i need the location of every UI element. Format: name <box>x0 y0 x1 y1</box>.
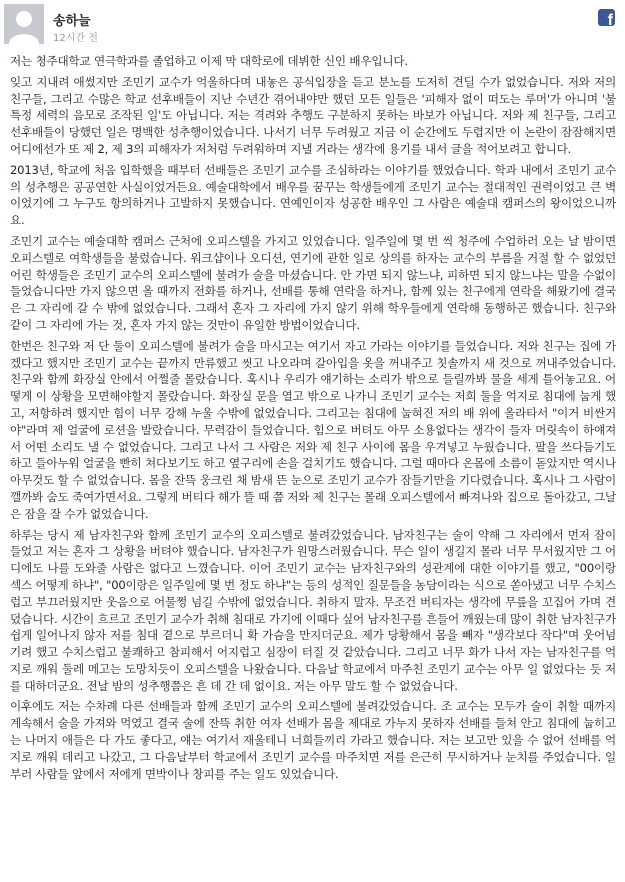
author-name[interactable]: 송하늘 <box>53 14 91 29</box>
post-paragraph-6: 하루는 당시 제 남자친구와 함께 조민기 교수의 오피스텔로 불려갔었습니다. 남자친구는 술이 약해 그 자리에서 먼저 잠이 들었고 저는 혼자 그 상황을 버텨야 했습니다. 남자친구가 원망스러웠습니다. 무슨 일이 생길지 몰라 너무 무서웠지만 그 어디에도 나를 도와줄 사람은 없다고 느꼈습니다. 이어 조민기 교수는 남자친구와의 성관계에 대한 이야기를 했고, "00이랑 섹스 어떻게 하냐", "00이랑은 일주일에 몇 번 정도 하냐"는 등의 성적인 질문들을 농담이라는 식으로 쏟아냈고 너무 수치스럽고 부끄러웠지만 웃음으로 어물쩡 넘길 수밖에 없었습니다. 취하지 말자. 무조건 버티자는 생각에 무릎을 꼬집어 가며 견뎠습니다. 시간이 흐르고 조민기 교수가 취해 침대로 가기에 이때다 싶어 남자친구를 흔들어 깨웠는데 많이 취한 남자친구가 쉽게 일어나지 않자 저를 침대 곁으로 부르더니 확 가슴을 만지더군요. 제가 당황해서 몸을 빼자 "생각보다 작다"며 웃어넘기려 했고 수치스럽고 불쾌하고 참피해서 어지럽고 심장이 터질 것 같았습니다. 그리고 너무 화가 나서 자는 남자친구를 억지로 깨워 둘레 메고는 도망치듯이 오피스텔을 나왔습니다. 다음날 학교에서 마주친 조민기 교수는 아무 일 없었다는 듯 저를 대하더군요. 전날 밤의 성추행쯤은 흔 데 간 데 없이요. 저는 아무 말도 할 수 없었습니다. <box>10 527 616 693</box>
post-paragraph-3: 2013년, 학교에 처음 입학했을 때부터 선배들은 조민기 교수를 조심하라는 이야기를 했었습니다. 학과 내에서 조민기 교수의 성추행은 공공연한 사실이었거든요. 예술대학에서 배우를 꿈꾸는 학생들에게 조민기 교수는 절대적인 권력이었고 큰 벽이었기에 그 누구도 항의하거나 고발하지 못했습니다. 연예인이자 성공한 배우인 그 사람은 예술대 캠퍼스의 왕이었으니까요. <box>10 162 616 228</box>
post-header <box>0 0 625 50</box>
post-paragraph-5: 한번은 친구와 저 단 둘이 오피스텔에 불려가 술을 마시고는 여기서 자고 가라는 이야기를 들었습니다. 저와 친구는 집에 가겠다고 했지만 조민기 교수는 끝까지 만류했고 씻고 나오라며 갈아입을 옷을 꺼내주고 칫솔까지 새 것으로 꺼내주었습니다. 친구와 함께 화장실 안에서 어쩔줄 몰랐습니다. 혹시나 우리가 얘기하는 소리가 밖으로 들릴까봐 물을 세게 틀어놓고요. 어떻게 이 상황을 모면해야할지 몰랐습니다. 화장실 문을 열고 밖으로 나가니 조민기 교수는 저희 둘을 억지로 침대에 눕게 했고, 저항하려 했지만 힘이 너무 강해 누울 수밖에 없었습니다. 그리고는 침대에 눕혀진 저의 배 위에 올라타서 "이거 비싼거야"라며 제 얼굴에 로션을 발랐습니다. 무력감이 들었습니다. 힘으로 버텨도 아무 소용없다는 생각이 들자 머릿속이 하얘져서 어떤 소리도 낼 수 없었습니다. 그리고 나서 그 사람은 저와 제 친구 사이에 몸을 우겨넣고 누웠습니다. 팔을 쓰다듬기도 하고 들아누워 얼굴을 빤히 쳐다보기도 하고 옆구리에 손을 걸치기도 했습니다. 그럴 때마다 온몸에 소름이 돋았지만 역시나 아무것도 할 수 없었습니다. 몸을 잔뜩 웅크린 채 밤새 뜬 눈으로 조민기 교수가 잠들기만을 기다렸습니다. 혹시나 그 사람이 깰까봐 숨도 죽여가면서요. 그렇게 버티다 해가 뜰 때 쯤 저와 제 친구는 몰래 오피스텔에서 빠져나와 집으로 돌아갔고, 그날은 잠을 잘 수가 없었습니다. <box>10 338 616 521</box>
post-paragraph-2: 잊고 지내려 애썼지만 조민기 교수가 억울하다며 내놓은 공식입장을 듣고 분노를 도저히 견딜 수가 없었습니다. 저와 저의 친구들, 그리고 수많은 학교 선후배들이 지난 수년간 겪어내야만 했던 모든 일들은 '피해자 없이 떠도는 루머'가 아니며 '불특정 세력의 음모로 조작된 일'도 아닙니다. 저는 격려와 추행도 구분하지 못하는 바보가 아닙니다. 저와 제 친구들, 그리고 선후배들이 당했던 일은 명백한 성추행이었습니다. 나서기 너무 두려웠고 지금 이 순간에도 두렵지만 이 논란이 잠잠해지면 어디에선가 또 제 2, 제 3의 피해자가 저처럼 두려워하며 지낼 거라는 생각에 용기를 내서 글을 적어보려고 합니다. <box>10 74 616 156</box>
post-paragraph-1: 저는 청주대학교 연극학과를 졸업하고 이제 막 대학로에 데뷔한 신인 배우입니다. <box>10 54 408 68</box>
default-profile-icon <box>4 4 44 44</box>
facebook-f-glyph: f <box>607 12 613 29</box>
post-paragraph-4: 조민기 교수는 예술대학 캠퍼스 근처에 오피스텔을 가지고 있었습니다. 일주일에 몇 번 씩 청주에 수업하러 오는 날 밤이면 오피스텔로 여학생들을 불렀습니다. 워크샵이나 오디션, 연기에 관한 일로 상의를 하자는 교수의 부름을 거절 할 수 없었던 어린 학생들은 조민기 교수의 오피스텔에 불려가 술을 마셨습니다. 안 가면 되지 않느냐, 피하면 되지 않느냐는 말을 수없이 들었습니다만 가지 않으면 올 때까지 전화를 하거나, 선배를 통해 연락을 하거나, 함께 있는 친구에게 연락을 해왔기에 결국은 그 자리에 갈 수 밖에 없었습니다. 그래서 혼자 그 자리에 가지 않기 위해 학우들에게 연락해 동행하곤 했습니다. 친구와 같이 그 자리에 가는 것, 혼자 가지 않는 것만이 유일한 방법이었습니다. <box>10 233 616 332</box>
post-body <box>10 53 616 786</box>
author-avatar[interactable] <box>4 4 44 44</box>
facebook-logo-icon[interactable] <box>598 9 615 29</box>
post-timestamp[interactable]: 12시간 전 <box>53 33 98 44</box>
post-paragraph-7: 이후에도 저는 수차례 다른 선배들과 함께 조민기 교수의 오피스텔에 불려갔었습니다. 조 교수는 모두가 술이 취할 때까지 계속해서 술을 가져와 먹였고 결국 술에 잔뜩 취한 여자 선배가 몸을 제대로 가누지 못하자 선배를 들쳐 안고 침대에 눕히고는 나머지 애들은 다 가도 좋다고, 얘는 여기서 재울테니 너희들끼리 가라고 했습니다. 저는 보고만 있을 수 없어 선배를 억지로 깨워 데리고 나갔고, 그 다음날부터 학교에서 조민기 교수를 마주치면 저를 은근히 무시하거나 눈치를 주었습니다. 일부러 사람들 앞에서 저에게 면박이나 창피를 주는 일도 있었습니다. <box>10 699 616 781</box>
